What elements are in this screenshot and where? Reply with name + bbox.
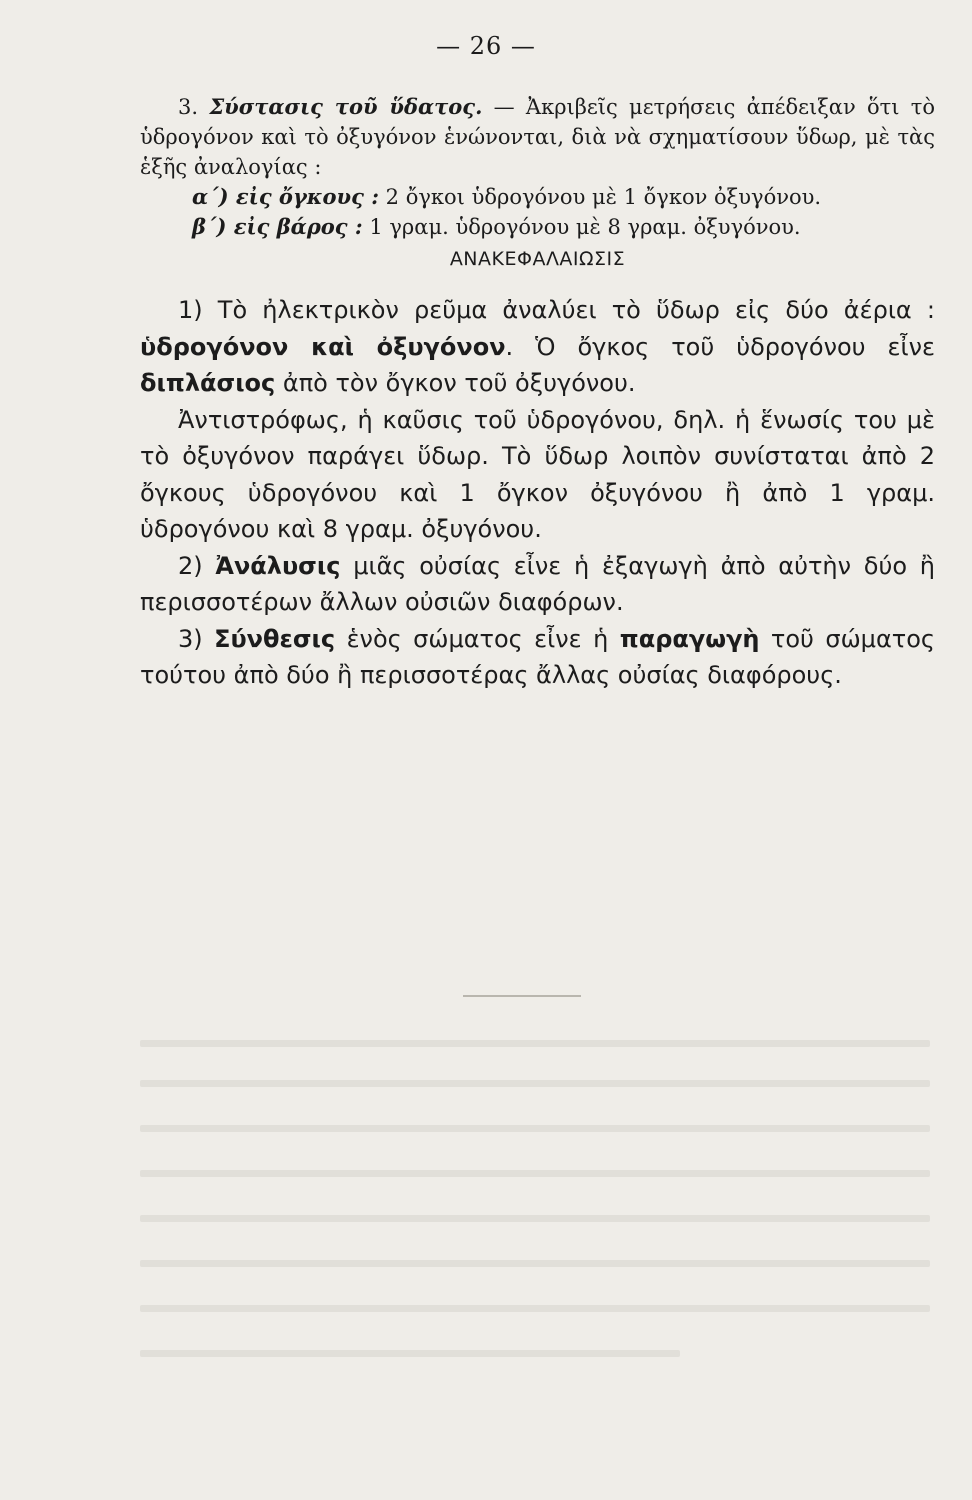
summary-1-text-a: 1) Τὸ ἠλεκτρικὸν ρεῦμα ἀναλύει τὸ ὕδωρ εἰς δύο ἀέρια :	[178, 296, 935, 324]
ratio-volume-text: 2 ὄγκοι ὑδρογόνου μὲ 1 ὄγκον ὀξυγόνου.	[378, 185, 822, 209]
bleed-through-line	[140, 1080, 930, 1087]
summary-3-term-synthesis: Σύνθεσις	[214, 624, 336, 653]
summary-point-3	[140, 621, 935, 694]
summary-title: ΑΝΑΚΕΦΑΛΑΙΩΣΙΣ	[449, 248, 626, 270]
ratio-volume-label: α΄) εἰς ὄγκους :	[192, 184, 379, 209]
bleed-through-line	[140, 1125, 930, 1132]
bleed-through-line	[140, 1260, 930, 1267]
summary-combustion-paragraph: Ἀντιστρόφως, ἡ καῦσις τοῦ ὑδρογόνου, δηλ. ἡ ἕνωσίς του μὲ τὸ ὀξυγόνον παράγει ὕδωρ. Τὸ ὕδωρ λοιπὸν συνίσταται ἀπὸ 2 ὄγκους ὑδρογόνου καὶ 1 ὄγκον ὀξυγόνου ἢ ἀπὸ 1 γραμ. ὑδρογόνου καὶ 8 γραμ. ὀξυγόνου.	[140, 405, 935, 543]
bleed-through-rule	[463, 995, 581, 997]
ratio-weight-line	[140, 212, 935, 242]
section-text: — Ἀκριβεῖς μετρήσεις ἀπέδειξαν ὅτι τὸ ὑδρογόνον καὶ τὸ ὀξυγόνον ἑνώνονται, διὰ νὰ σχηματίσουν ὕδωρ, μὲ τὰς ἑξῆς ἀναλογίας :	[140, 95, 935, 179]
summary-3-text-c: ἑνὸς σώματος εἶνε ἡ	[335, 624, 620, 653]
summary-3-number: 3)	[178, 624, 215, 653]
summary-2-definition: μιᾶς οὐσίας εἶνε ἡ ἐξαγωγὴ ἀπὸ αὐτὴν δύο ἢ περισσοτέρων ἄλλων οὐσιῶν διαφόρων.	[140, 551, 935, 616]
section-3-paragraph	[140, 92, 935, 182]
page-body	[140, 92, 935, 694]
bleed-through-line	[140, 1215, 930, 1222]
bleed-through-line	[140, 1170, 930, 1177]
summary-3-text-e: τοῦ σώματος τούτου ἀπὸ δύο ἢ περισσοτέρας ἄλλας οὐσίας διαφόρους.	[140, 624, 935, 689]
bleed-through-line	[140, 1350, 680, 1357]
bleed-through-line	[140, 1040, 930, 1047]
ratio-volume-line	[140, 182, 935, 212]
ratio-weight-label: β΄) εἰς βάρος :	[192, 214, 363, 239]
summary-1-text-e: ἀπὸ τὸν ὄγκον τοῦ ὀξυγόνου.	[275, 369, 636, 397]
summary-1-emphasis-gases: ὑδρογόνον καὶ ὀξυγόνον	[140, 332, 506, 361]
summary-3-emphasis-production: παραγωγὴ	[619, 624, 760, 653]
summary-2-number: 2)	[178, 551, 216, 580]
summary-1-text-c: . Ὁ ὄγκος τοῦ ὑδρογόνου εἶνε	[505, 332, 935, 361]
section-number: 3.	[178, 95, 199, 119]
summary-1-emphasis-double: διπλάσιος	[140, 369, 276, 397]
ratio-weight-text: 1 γραμ. ὑδρογόνου μὲ 8 γραμ. ὀξυγόνου.	[362, 215, 801, 239]
section-title: Σύστασις τοῦ ὕδατος.	[209, 94, 483, 119]
summary-2-term-analysis: Ἀνάλυσις	[215, 551, 341, 580]
summary-point-1	[140, 292, 935, 402]
bleed-through-line	[140, 1305, 930, 1312]
summary-point-2	[140, 548, 935, 621]
page-number: — 26 —	[436, 32, 536, 60]
